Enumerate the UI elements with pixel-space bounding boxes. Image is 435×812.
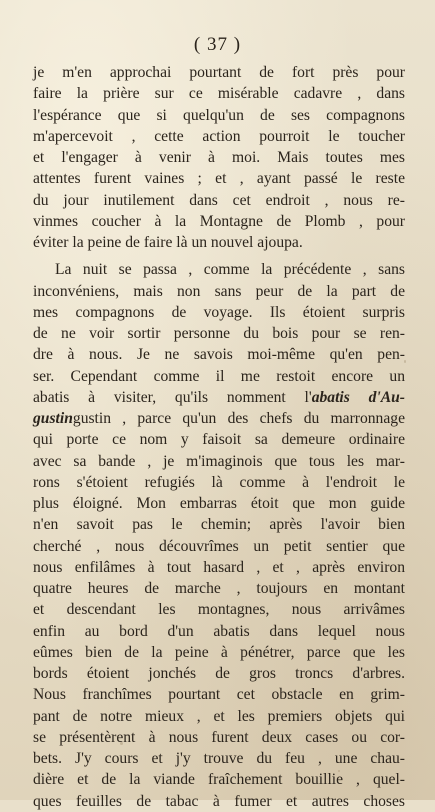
text-segment: gustin , parce qu'un des chefs du marronnage (72, 410, 405, 427)
emphasized-place-name: abatis d'Au- (311, 388, 405, 406)
text-line: m'apercevoit , cette action pourroit le toucher (33, 127, 405, 145)
text-line: eûmes bien de la peine à pénétrer, parce que les (33, 643, 405, 661)
text-line: cherché , nous découvrîmes un petit sentier que (33, 537, 405, 555)
text-line: bets. J'y cours et j'y trouve du feu , une chau- (33, 750, 405, 767)
body-text (33, 62, 405, 812)
text-line: attentes furent vaines ; et , ayant passé le reste (33, 170, 405, 188)
text-line: Nous franchîmes pourtant cet obstacle en grim- (33, 686, 405, 704)
text-line: se présentèrent à nous furent deux cases ou cor- (33, 728, 405, 746)
text-line: vinmes coucher à la Montagne de Plomb , pour (33, 212, 405, 230)
text-line: je m'en approchai pourtant de fort près pour (33, 64, 405, 81)
text-line: bords étoient jonchés de gros troncs d'arbres. (33, 665, 405, 682)
text-line: inconvéniens, mais non sans peur de la part de (33, 282, 405, 300)
text-line: pant de notre mieux , et les premiers objets qui (33, 707, 405, 725)
text-segment: abatis à visiter, qu'ils nomment l' (33, 388, 312, 406)
text-line: du jour inutilement dans cet endroit , nous re- (33, 191, 405, 209)
text-line: éviter la peine de faire là un nouvel ajoupa. (33, 234, 303, 251)
text-line: qui porte ce nom y faisoit sa demeure ordinaire (33, 431, 405, 449)
text-line: rons s'étoient refugiés là comme à l'endroit le (33, 473, 405, 491)
emphasized-place-name: gustin (33, 410, 73, 427)
text-line: dière et de la viande fraîchement bouillie , quel- (33, 771, 405, 789)
text-line (33, 387, 405, 408)
text-line: avec sa bande , je m'imaginois que tous les mar- (33, 452, 405, 470)
text-line: nous enfilâmes à tout hasard , et , après environ (33, 558, 405, 576)
text-line: et descendant les montagnes, nous arrivâmes (33, 601, 405, 619)
text-line: ser. Cependant comme il me restoit encore un (33, 367, 405, 385)
text-line: enfin au bord d'un abatis dans lequel nous (33, 622, 405, 640)
text-line: faire la prière sur ce misérable cadavre , dans (33, 85, 405, 103)
paragraph-first-line: La nuit se passa , comme la précédente , sans (55, 261, 405, 279)
text-line: plus éloigné. Mon embarras étoit que mon guide (33, 495, 405, 512)
text-line: l'espérance que si quelqu'un de ses compagnons (33, 106, 405, 124)
page-number: ( 37 ) (193, 34, 242, 55)
text-line: ques feuilles de tabac à fumer et autres choses (33, 792, 405, 810)
text-line: mes compagnons de voyage. Ils étoient surpris (33, 303, 405, 321)
text-line: dre à nous. Je ne savois moi-même qu'en pen- (33, 346, 405, 364)
text-line: quatre heures de marche , toujours en montant (33, 580, 405, 597)
text-line: de ne voir sortir personne du bois pour se ren- (33, 325, 405, 342)
text-line: n'en savoit pas le chemin; après l'avoir bien (33, 516, 405, 534)
text-line (33, 408, 405, 429)
text-line: et l'engager à venir à moi. Mais toutes mes (33, 149, 405, 166)
